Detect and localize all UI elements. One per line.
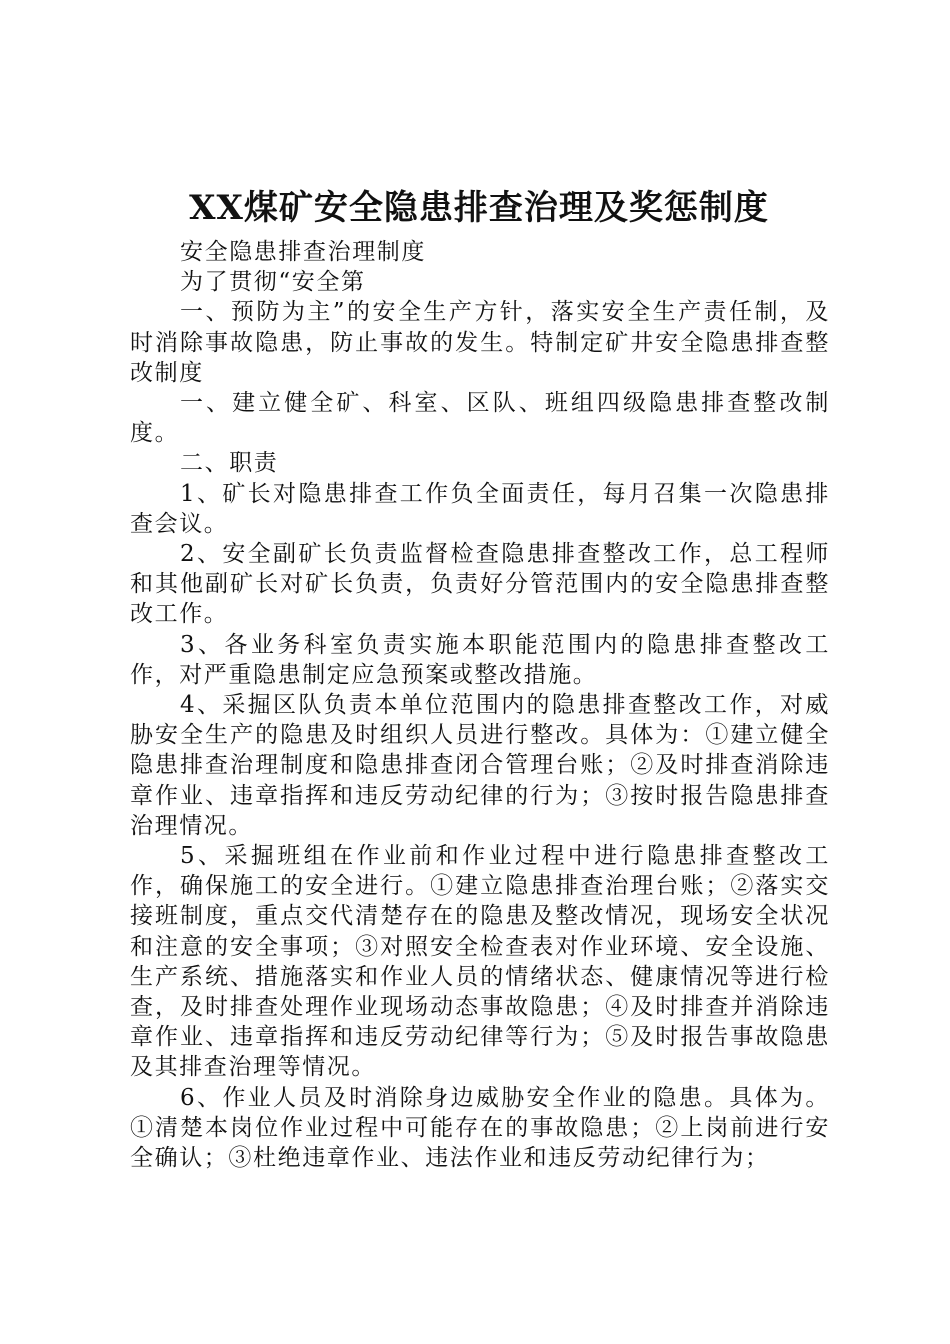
paragraph: 6、作业人员及时消除身边威胁安全作业的隐患。具体为。①清楚本岗位作业过程中可能存在的事故隐患；②上岗前进行安全确认；③杜绝违章作业、违法作业和违反劳动纪律行为； [130,1084,830,1172]
paragraph: 5、采掘班组在作业前和作业过程中进行隐患排查整改工作，确保施工的安全进行。①建立隐患排查治理台账；②落实交接班制度，重点交代清楚存在的隐患及整改情况，现场安全状况和注意的安全事项；③对照安全检查表对作业环境、安全设施、生产系统、措施落实和作业人员的情绪状态、健康情况等进行检查，及时排查处理作业现场动态事故隐患；④及时排查并消除违章作业、违章指挥和违反劳动纪律等行为；⑤及时报告事故隐患及其排查治理等情况。 [130,843,830,1081]
paragraph: 4、采掘区队负责本单位范围内的隐患排查整改工作，对威胁安全生产的隐患及时组织人员进行整改。具体为：①建立健全隐患排查治理制度和隐患排查闭合管理台账；②及时排查消除违章作业、违章指挥和违反劳动纪律的行为；③按时报告隐患排查治理情况。 [130,692,830,839]
document-title: XX煤矿安全隐患排查治理及奖惩制度 [189,188,769,228]
section-heading: 二、职责 [180,450,279,477]
paragraph: 一、预防为主”的安全生产方针，落实安全生产责任制，及时消除事故隐患，防止事故的发生。特制定矿井安全隐患排查整改制度 [130,299,830,386]
paragraph-heading: 安全隐患排查治理制度 [180,239,426,265]
document-body [130,237,830,1173]
paragraph: 为了贯彻“安全第 [180,269,366,296]
paragraph: 2、安全副矿长负责监督检查隐患排查整改工作，总工程师和其他副矿长对矿长负责，负责好分管范围内的安全隐患排查整改工作。 [130,541,830,628]
paragraph: 1、矿长对隐患排查工作负全面责任，每月召集一次隐患排查会议。 [130,480,830,537]
paragraph: 3、各业务科室负责实施本职能范围内的隐患排查整改工作，对严重隐患制定应急预案或整改措施。 [130,631,830,688]
paragraph: 一、建立健全矿、科室、区队、班组四级隐患排查整改制度。 [130,390,830,447]
